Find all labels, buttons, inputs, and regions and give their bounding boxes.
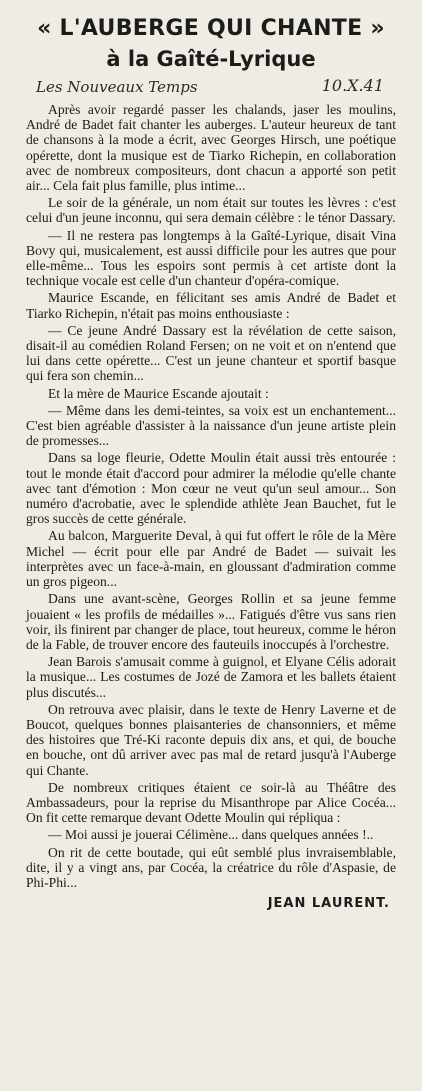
paragraph: — Il ne restera pas longtemps à la Gaîté-Lyrique, disait Vina Bovy qui, musicalement, est aussi difficile pour les autres que pour elle-même... Tous les espoirs sont permis à cet artiste dont la technique vocale est celle d'un chanteur d'opéra-comique. xyxy=(26,227,396,289)
paragraph: On rit de cette boutade, qui eût semblé plus invraisemblable, dite, il y a vingt ans, par Cocéa, la créatrice du rôle d'Aspasie, de Phi-Phi... xyxy=(26,844,396,890)
author-signature: JEAN LAURENT. xyxy=(267,896,390,912)
handwritten-source: Les Nouveaux Temps xyxy=(36,78,198,96)
paragraph: — Ce jeune André Dassary est la révélation de cette saison, disait-il au comédien Roland Fersen; on ne voit et on n'entend que lui dans cette opérette... C'est un jeune chanteur et sportif basque qui fera son chemin... xyxy=(26,322,396,384)
handwritten-date: 10.X.41 xyxy=(321,76,384,95)
paragraph: Et la mère de Maurice Escande ajoutait : xyxy=(48,385,269,401)
paragraph: Jean Barois s'amusait comme à guignol, et Elyane Célis adorait la musique... Les costumes de Jozé de Zamora et les ballets étaient plus discutés... xyxy=(26,654,396,700)
paragraph: — Même dans les demi-teintes, sa voix est un enchantement... C'est bien agréable d'assister à la naissance d'un jeune artiste plein de promesses... xyxy=(26,402,396,449)
paragraph: Après avoir regardé passer les chalands, jaser les moulins, André de Badet fait chanter les auberges. L'auteur heureux de tant de chansons à la mode a écrit, avec Georges Hirsch, une poétique opérette, dont la musique est de Tiarko Richepin, en collaboration avec de nombreux compositeurs, dont chacun a apporté son petit air... Cela fait plus famille, plus intime... xyxy=(26,102,396,194)
paragraph: Dans sa loge fleurie, Odette Moulin était aussi très entourée : tout le monde était d'accord pour admirer la mélodie qu'elle chante avec tant d'émotion : Mon cœur ne veut qu'un seul amour... Son numéro d'acrobatie, avec le splendide athlète Jean Bauchet, fut le gros succès de cette générale. xyxy=(26,450,396,527)
paragraph: — Moi aussi je jouerai Célimène... dans quelques années !.. xyxy=(48,827,374,843)
paragraph: Dans une avant-scène, Georges Rollin et sa jeune femme jouaient « les profils de médailles »... Fatigués d'être vus sans rien voir, ils finirent par changer de place, tout heureux, comme le héron de la Fable, de trouver encore des fauteuils inoccupés à l'orchestre. xyxy=(26,591,396,652)
handwritten-annotation xyxy=(26,74,396,102)
article-body xyxy=(26,102,396,890)
subheadline: à la Gaîté-Lyrique xyxy=(106,47,316,71)
paragraph: On retrouva avec plaisir, dans le texte de Henry Laverne et de Boucot, quelques bonnes plaisanteries de chansonniers, et même des histoires que Tré-Ki raconte depuis dix ans, et qui, de bouche en bouche, ont dû arriver avec pas mal de retard jusqu'à l'Auberge qui Chante. xyxy=(26,701,396,778)
paragraph: Le soir de la générale, un nom était sur toutes les lèvres : c'est celui d'un jeune inconnu, qui sera demain célèbre : le ténor Dassary. xyxy=(26,195,396,226)
paragraph: Maurice Escande, en félicitant ses amis André de Badet et Tiarko Richepin, n'était pas moins enthousiaste : xyxy=(26,290,396,321)
headline: « L'AUBERGE QUI CHANTE » xyxy=(37,16,385,41)
paragraph: Au balcon, Marguerite Deval, à qui fut offert le rôle de la Mère Michel — écrit pour elle par André de Badet — suivait les interprètes avec un face-à-main, en gloussant d'admiration comme un gros pigeon... xyxy=(26,528,396,590)
paragraph: De nombreux critiques étaient ce soir-là au Théâtre des Ambassadeurs, pour la reprise du Misanthrope par Alice Cocéa... On fit cette remarque devant Odette Moulin qui répliqua : xyxy=(26,779,396,826)
